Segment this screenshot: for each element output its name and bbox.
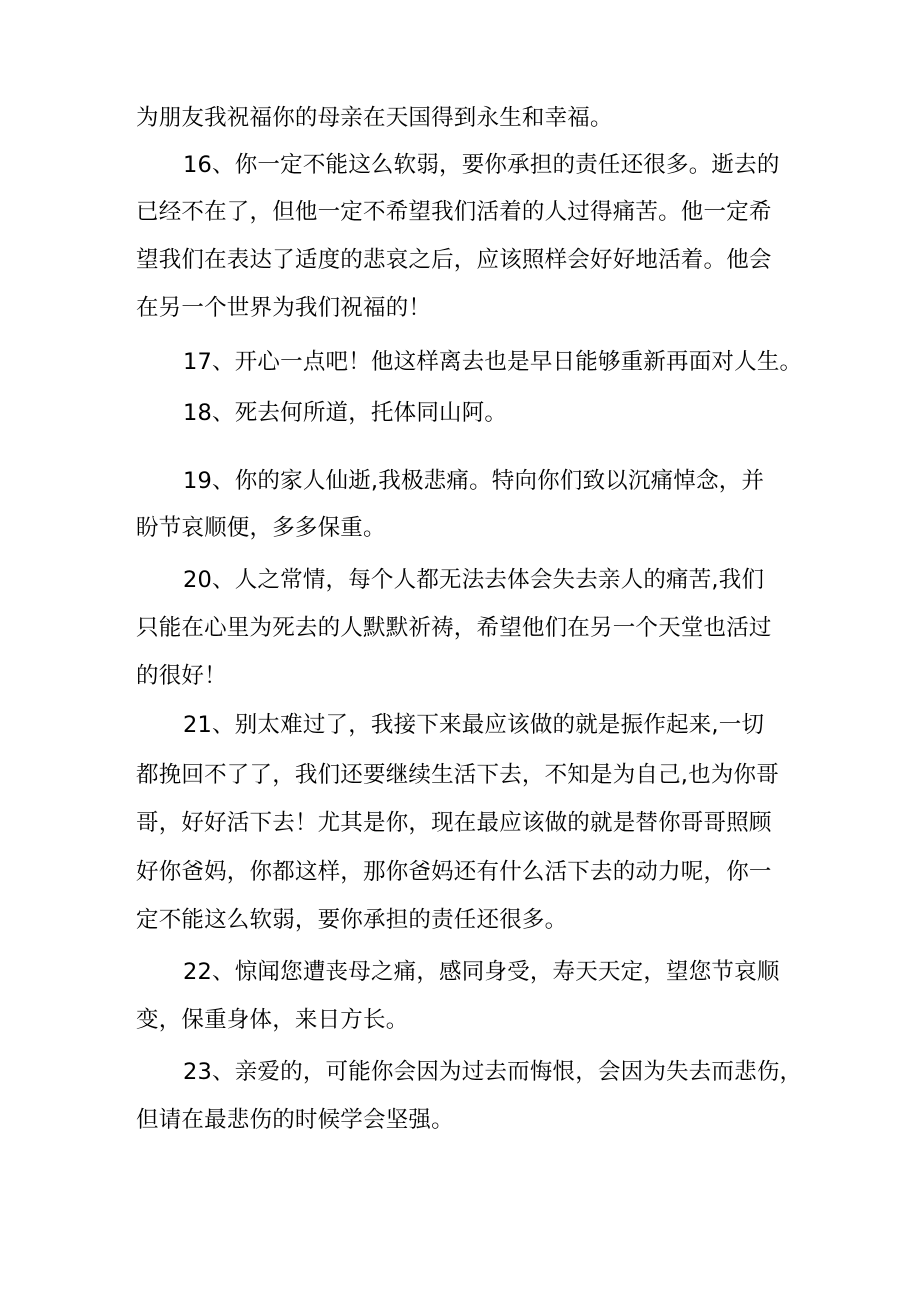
text-line: 在另一个世界为我们祝福的！	[136, 295, 432, 321]
text-line: 21、别太难过了，我接下来最应该做的就是振作起来,一切	[183, 712, 765, 738]
text-line: 定不能这么软弱，要你承担的责任还很多。	[136, 907, 568, 933]
text-line: 盼节哀顺便，多多保重。	[136, 515, 386, 541]
text-line: 19、你的家人仙逝,我极悲痛。特向你们致以沉痛悼念，并	[183, 468, 765, 494]
text-line: 22、惊闻您遭丧母之痛，感同身受，寿天天定，望您节哀顺	[183, 959, 780, 985]
text-line: 的很好！	[136, 663, 227, 689]
text-line: 都挽回不了了，我们还要继续生活下去，不知是为自己,也为你哥	[136, 762, 779, 788]
text-line: 望我们在表达了适度的悲哀之后，应该照样会好好地活着。他会	[136, 247, 772, 273]
text-line: 20、人之常情，每个人都无法去体会失去亲人的痛苦,我们	[183, 567, 765, 593]
text-line: 只能在心里为死去的人默默祈祷，希望他们在另一个天堂也活过	[136, 615, 772, 641]
text-line: 17、开心一点吧！他这样离去也是早日能够重新再面对人生。	[183, 349, 803, 375]
text-line: 哥，好好活下去！尤其是你，现在最应该做的就是替你哥哥照顾	[136, 810, 772, 836]
text-line: 23、亲爱的，可能你会因为过去而悔恨，会因为失去而悲伤，	[183, 1059, 803, 1085]
text-line: 为朋友我祝福你的母亲在天国得到永生和幸福。	[136, 105, 613, 131]
text-line: 变，保重身体，来日方长。	[136, 1007, 409, 1033]
text-line: 18、死去何所道，托体同山阿。	[183, 400, 508, 426]
text-line: 16、你一定不能这么软弱，要你承担的责任还很多。逝去的	[183, 152, 780, 178]
text-line: 但请在最悲伤的时候学会坚强。	[136, 1107, 454, 1133]
text-line: 好你爸妈，你都这样，那你爸妈还有什么活下去的动力呢，你一	[136, 859, 772, 885]
text-line: 已经不在了，但他一定不希望我们活着的人过得痛苦。他一定希	[136, 199, 772, 225]
